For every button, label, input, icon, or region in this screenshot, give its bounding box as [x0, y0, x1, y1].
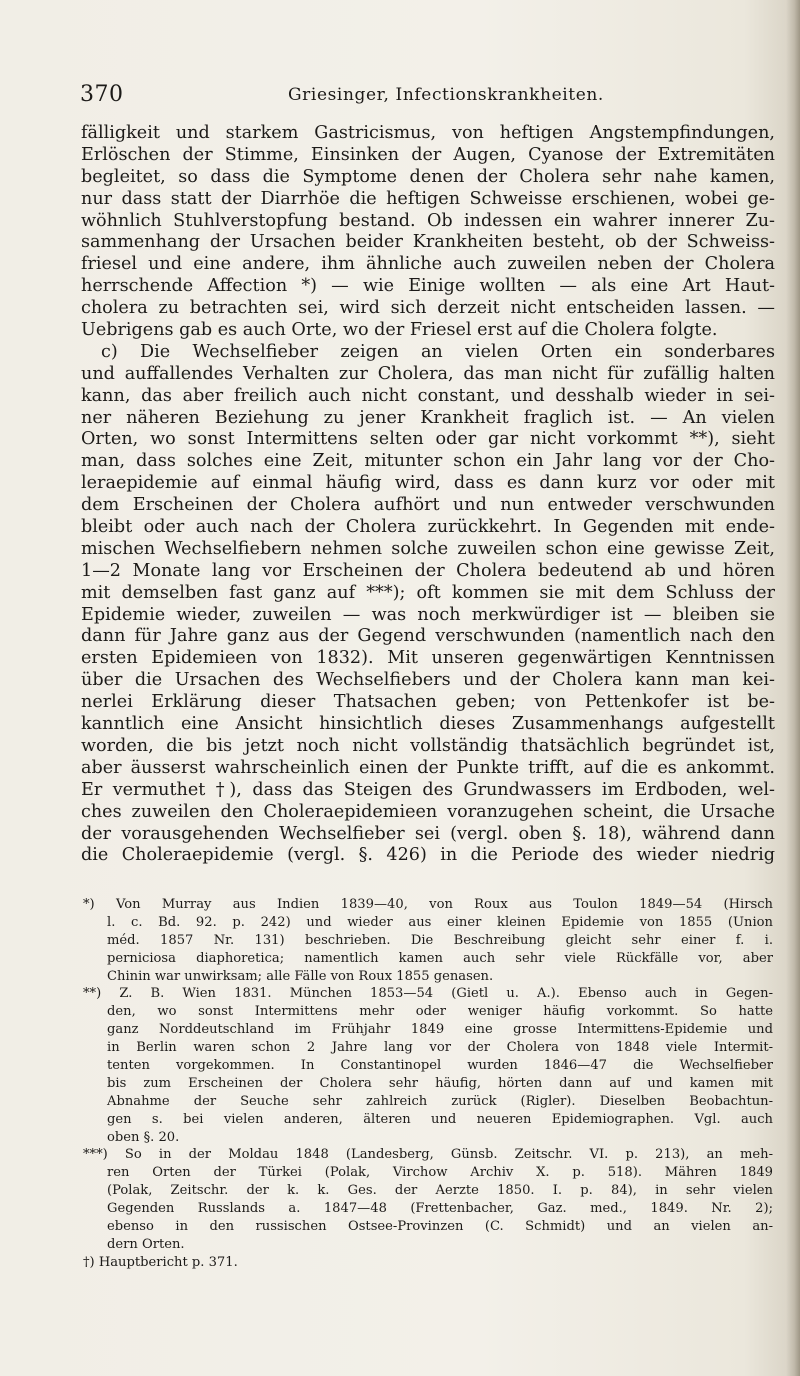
footnote-line: gen s. bei vielen anderen, älteren und neueren Epidemiographen. Vgl. auch: [107, 1111, 773, 1127]
text-line: man, dass solches eine Zeit, mitunter schon ein Jahr lang vor der Cho-: [81, 451, 775, 472]
text-line: nur dass statt der Diarrhöe die heftigen Schweisse erschienen, wobei ge-: [81, 188, 775, 209]
text-line: ches zuweilen den Choleraepidemieen voranzugehen scheint, die Ursache: [81, 801, 775, 822]
text-line: die Choleraepidemie (vergl. §. 426) in die Periode des wieder niedrig: [81, 845, 775, 866]
footnote-line: oben §. 20.: [107, 1129, 180, 1145]
text-line: mischen Wechselfiebern nehmen solche zuweilen schon eine gewisse Zeit,: [81, 538, 775, 559]
text-line: begleitet, so dass die Symptome denen der Cholera sehr nahe kamen,: [81, 166, 775, 187]
footnote-line: bis zum Erscheinen der Cholera sehr häufig, hörten dann auf und kamen mit: [107, 1075, 773, 1091]
text-line: kanntlich eine Ansicht hinsichtlich dieses Zusammenhangs aufgestellt: [81, 714, 775, 735]
text-line: sammenhang der Ursachen beider Krankheiten besteht, ob der Schweiss-: [81, 232, 775, 253]
text-line: leraepidemie auf einmal häufig wird, dass es dann kurz vor oder mit: [81, 473, 775, 494]
text-line: kann, das aber freilich auch nicht constant, und desshalb wieder in sei-: [81, 385, 775, 406]
text-line: nerlei Erklärung dieser Thatsachen geben; von Pettenkofer ist be-: [81, 692, 775, 713]
text-line: 1—2 Monate lang vor Erscheinen der Cholera bedeutend ab und hören: [81, 560, 775, 581]
main-text: [81, 123, 775, 867]
text-line: über die Ursachen des Wechselfiebers und der Cholera kann man kei-: [81, 670, 775, 691]
footnote-line: ren Orten der Türkei (Polak, Virchow Archiv X. p. 518). Mähren 1849: [107, 1165, 773, 1181]
text-line: c) Die Wechselfieber zeigen an vielen Orten ein sonderbares: [101, 341, 775, 362]
text-line: friesel und eine andere, ihm ähnliche auch zuweilen neben der Cholera: [81, 254, 775, 275]
text-line: dem Erscheinen der Cholera aufhört und nun entweder verschwunden: [81, 495, 775, 516]
text-line: Orten, wo sonst Intermittens selten oder gar nicht vorkommt **), sieht: [81, 429, 775, 450]
footnote-line: tenten vorgekommen. In Constantinopel wurden 1846—47 die Wechselfieber: [107, 1058, 773, 1074]
text-line: ersten Epidemieen von 1832). Mit unseren gegenwärtigen Kenntnissen: [81, 648, 775, 669]
footnote-line: (Polak, Zeitschr. der k. k. Ges. der Aerzte 1850. I. p. 84), in sehr vielen: [107, 1183, 773, 1199]
footnote-line: †) Hauptbericht p. 371.: [83, 1254, 238, 1270]
footnote-line: dern Orten.: [107, 1236, 185, 1252]
text-line: ner näheren Beziehung zu jener Krankheit fraglich ist. — An vielen: [81, 407, 775, 428]
footnote-line: *) Von Murray aus Indien 1839—40, von Roux aus Toulon 1849—54 (Hirsch: [83, 897, 773, 912]
footnote-line: ***) So in der Moldau 1848 (Landesberg, Günsb. Zeitschr. VI. p. 213), an meh-: [83, 1147, 773, 1163]
text-line: Epidemie wieder, zuweilen — was noch merkwürdiger ist — bleiben sie: [81, 604, 775, 625]
text-line: Er vermuthet †), dass das Steigen des Grundwassers im Erdboden, wel-: [81, 779, 775, 800]
page-edge-shadow: [786, 0, 800, 1376]
page-number: 370: [80, 82, 124, 107]
text-line: fälligkeit und starkem Gastricismus, von heftigen Angstempfindungen,: [81, 123, 775, 143]
page-header: [80, 82, 770, 112]
footnote-line: in Berlin waren schon 2 Jahre lang vor der Cholera von 1848 viele Intermit-: [107, 1040, 773, 1056]
footnote-line: l. c. Bd. 92. p. 242) und wieder aus einer kleinen Epidemie von 1855 (Union: [107, 914, 773, 930]
text-line: der vorausgehenden Wechselfieber sei (vergl. oben §. 18), während dann: [81, 823, 775, 844]
text-line: Erlöschen der Stimme, Einsinken der Augen, Cyanose der Extremitäten: [81, 144, 775, 165]
footnote-line: ganz Norddeutschland im Frühjahr 1849 eine grosse Intermittens-Epidemie und: [107, 1022, 773, 1038]
text-line: mit demselben fast ganz auf ***); oft kommen sie mit dem Schluss der: [81, 582, 775, 603]
footnote-line: **) Z. B. Wien 1831. München 1853—54 (Gietl u. A.). Ebenso auch in Gegen-: [83, 986, 773, 1002]
text-line: herrschende Affection *) — wie Einige wollten — als eine Art Haut-: [81, 276, 775, 297]
footnote-line: Chinin war unwirksam; alle Fälle von Roux 1855 genasen.: [107, 968, 494, 984]
text-line: worden, die bis jetzt noch nicht vollständig thatsächlich begründet ist,: [81, 735, 775, 756]
text-line: aber äusserst wahrscheinlich einen der Punkte trifft, auf die es ankommt.: [81, 757, 775, 778]
footnote-line: ebenso in den russischen Ostsee-Provinzen (C. Schmidt) und an vielen an-: [107, 1219, 773, 1235]
footnote-line: perniciosa diaphoretica; namentlich kamen auch sehr viele Rückfälle vor, aber: [107, 950, 773, 966]
text-line: und auffallendes Verhalten zur Cholera, das man nicht für zufällig halten: [81, 363, 775, 384]
footnotes: [81, 896, 773, 1272]
footnote-line: Abnahme der Seuche sehr zahlreich zurück (Rigler). Dieselben Beobachtun-: [107, 1093, 773, 1109]
footnote-line: méd. 1857 Nr. 131) beschrieben. Die Beschreibung gleicht sehr einer f. i.: [107, 932, 773, 948]
footnote-line: Gegenden Russlands a. 1847—48 (Frettenbacher, Gaz. med., 1849. Nr. 2);: [107, 1201, 773, 1217]
text-line: cholera zu betrachten sei, wird sich derzeit nicht entscheiden lassen. —: [81, 298, 775, 319]
text-line: wöhnlich Stuhlverstopfung bestand. Ob indessen ein wahrer innerer Zu-: [81, 210, 775, 231]
running-head: Griesinger, Infectionskrankheiten.: [288, 85, 604, 105]
text-line: Uebrigens gab es auch Orte, wo der Friesel erst auf die Cholera folgte.: [81, 320, 718, 341]
footnote-line: den, wo sonst Intermittens mehr oder weniger häufig vorkommt. So hatte: [107, 1004, 773, 1020]
text-line: bleibt oder auch nach der Cholera zurückkehrt. In Gegenden mit ende-: [81, 517, 775, 538]
text-line: dann für Jahre ganz aus der Gegend verschwunden (namentlich nach den: [81, 626, 775, 647]
